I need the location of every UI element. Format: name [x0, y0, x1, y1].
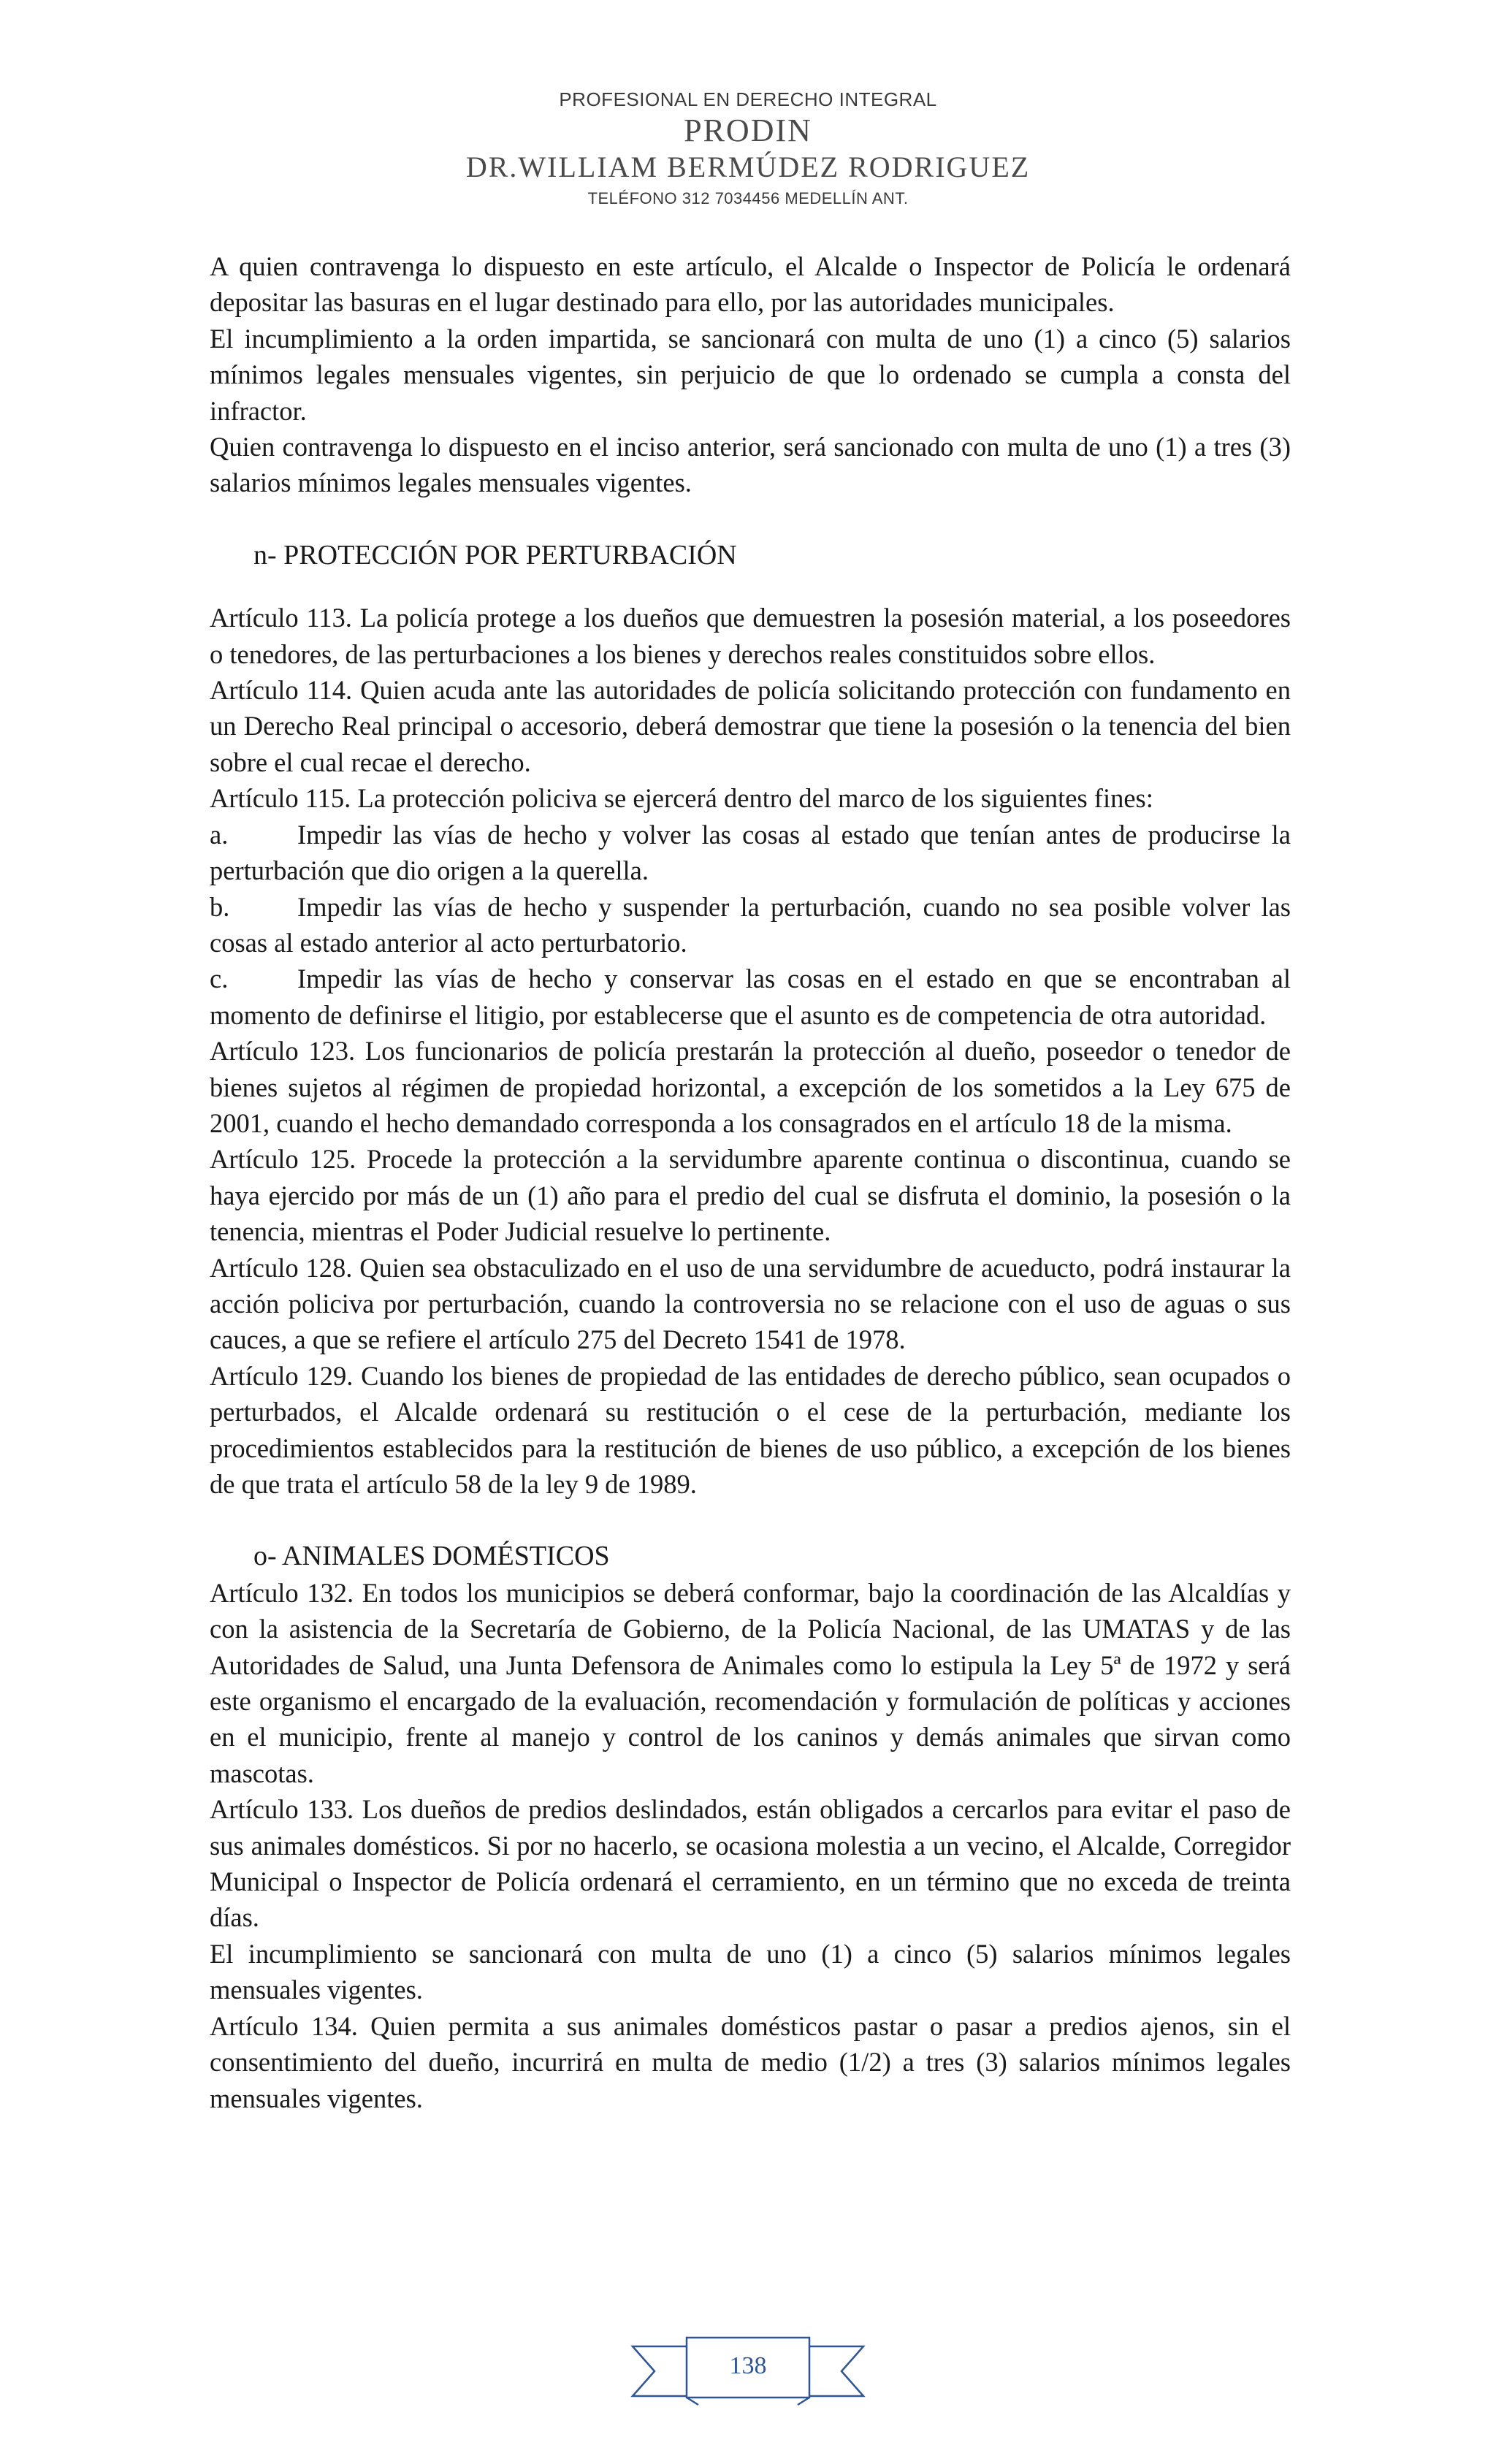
article-128: Artículo 128. Quien sea obstaculizado en el uso de una servidumbre de acueducto, podrá instaurar la acción policiva por perturbación, cuando la controversia no se relacione con el uso de aguas o sus cauces, a que se refiere el artículo 275 del Decreto 1541 de 1978.	[210, 1252, 1291, 1355]
paragraph: El incumplimiento a la orden impartida, se sancionará con multa de uno (1) a cinco (5) salarios mínimos legales mensuales vigentes, sin perjuicio de que lo ordenado se cumpla a consta del infractor.	[210, 323, 1291, 426]
article-133: Artículo 133. Los dueños de predios deslindados, están obligados a cercarlos para evitar el paso de sus animales domésticos. Si por no hacerlo, se ocasiona molestia a un vecino, el Alcalde, Corregidor Municipal o Inspector de Policía ordenará el cerramiento, en un término que no exceda de treinta días.	[210, 1794, 1291, 1933]
article-114: Artículo 114. Quien acuda ante las autoridades de policía solicitando protección con fundamento en un Derecho Real principal o accesorio, deberá demostrar que tiene la posesión o la tenencia del bien sobre el cual recae el derecho.	[210, 675, 1291, 777]
document-body	[210, 248, 1291, 2116]
list-text: Impedir las vías de hecho y suspender la perturbación, cuando no sea posible volver las cosas al estado anterior al acto perturbatorio.	[210, 891, 1291, 958]
article-132: Artículo 132. En todos los municipios se deberá conformar, bajo la coordinación de las Alcaldías y con la asistencia de la Secretaría de Gobierno, de la Policía Nacional, de las UMATAS y de las Autoridades de Salud, una Junta Defensora de Animales como lo estipula la Ley 5ª de 1972 y será este organismo el encargado de la evaluación, recomendación y formulación de políticas y acciones en el municipio, frente al manejo y control de los caninos y demás animales que sirvan como mascotas.	[210, 1577, 1291, 1788]
list-item	[210, 961, 1291, 1033]
page-footer	[0, 2332, 1496, 2412]
list-text: Impedir las vías de hecho y volver las cosas al estado que tenían antes de producirse la perturbación que dio origen a la querella.	[210, 819, 1291, 886]
letterhead-line-4: TELÉFONO 312 7034456 MEDELLÍN ANT.	[587, 189, 909, 207]
list-text: Impedir las vías de hecho y conservar las cosas en el estado en que se encontraban al momento de definirse el litigio, por establecerse que el asunto es de competencia de otra autoridad.	[210, 964, 1291, 1030]
article-113: Artículo 113. La policía protege a los dueños que demuestren la posesión material, a los poseedores o tenedores, de las perturbaciones a los bienes y derechos reales constituidos sobre ellos.	[210, 603, 1291, 669]
list-item	[210, 817, 1291, 889]
page-number: 138	[729, 2352, 767, 2379]
letterhead-line-1: PROFESIONAL EN DERECHO INTEGRAL	[559, 88, 937, 110]
article-134: Artículo 134. Quien permita a sus animales domésticos pastar o pasar a predios ajenos, sin el consentimiento del dueño, incurrirá en multa de medio (1/2) a tres (3) salarios mínimos legales mensuales vigentes.	[210, 2010, 1291, 2113]
list-item	[210, 889, 1291, 961]
paragraph: A quien contravenga lo dispuesto en este artículo, el Alcalde o Inspector de Policía le ordenará depositar las basuras en el lugar destinado para ello, por las autoridades municipales.	[210, 251, 1291, 318]
list-marker: c.	[210, 964, 229, 994]
article-125: Artículo 125. Procede la protección a la servidumbre aparente continua o discontinua, cuando se haya ejercido por más de un (1) año para el predio del cual se disfruta el dominio, la posesión o la tenencia, mientras el Poder Judicial resuelve lo pertinente.	[210, 1144, 1291, 1247]
letterhead	[0, 86, 1496, 212]
letterhead-line-3: DR.WILLIAM BERMÚDEZ RODRIGUEZ	[465, 150, 1031, 183]
article-133-sanction: El incumplimiento se sancionará con multa de uno (1) a cinco (5) salarios mínimos legales mensuales vigentes.	[210, 1938, 1291, 2005]
article-129: Artículo 129. Cuando los bienes de propiedad de las entidades de derecho público, sean ocupados o perturbados, el Alcalde ordenará su restitución o el cese de la perturbación, mediante los procedimientos establecidos para la restitución de bienes de uso público, a excepción de los bienes de que trata el artículo 58 de la ley 9 de 1989.	[210, 1360, 1291, 1499]
section-heading-o: o- ANIMALES DOMÉSTICOS	[253, 1541, 610, 1572]
article-123: Artículo 123. Los funcionarios de policía prestarán la protección al dueño, poseedor o tenedor de bienes sujetos al régimen de propiedad horizontal, a excepción de los sometidos a la Ley 675 de 2001, cuando el hecho demandado corresponda a los consagrados en el artículo 18 de la misma.	[210, 1036, 1291, 1138]
article-115: Artículo 115. La protección policiva se ejercerá dentro del marco de los siguientes fines:	[210, 783, 1153, 814]
section-heading-n: n- PROTECCIÓN POR PERTURBACIÓN	[253, 539, 737, 571]
paragraph: Quien contravenga lo dispuesto en el inciso anterior, será sancionado con multa de uno (1) a tres (3) salarios mínimos legales mensuales vigentes.	[210, 432, 1291, 498]
letterhead-line-2: PRODIN	[684, 112, 812, 148]
list-marker: b.	[210, 891, 230, 922]
list-marker: a.	[210, 819, 229, 850]
